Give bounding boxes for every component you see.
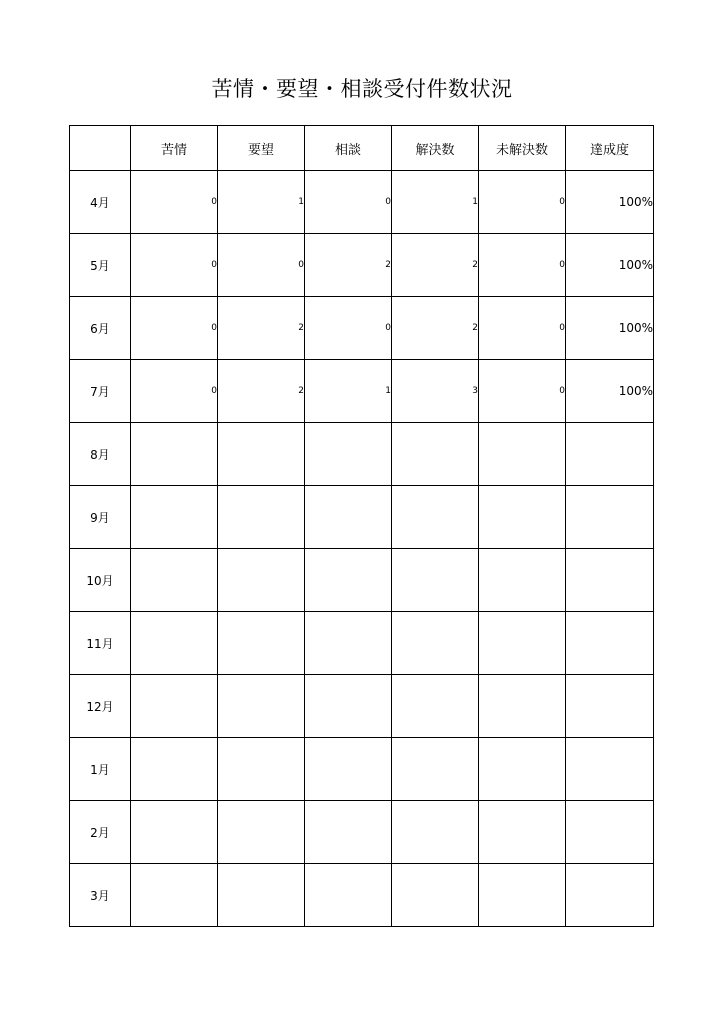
complaints-cell: 0 [131,297,218,360]
table-row [70,234,654,297]
complaints-cell [131,864,218,927]
consultations-cell [305,864,392,927]
header-row [70,126,654,171]
table-row [70,612,654,675]
achievement-cell [566,486,654,549]
complaints-cell [131,801,218,864]
month-label: 11月 [70,612,131,675]
complaints-cell [131,423,218,486]
table-row [70,549,654,612]
header-achievement: 達成度 [566,126,654,171]
achievement-cell [566,801,654,864]
requests-cell [218,549,305,612]
table-row [70,738,654,801]
month-label: 1月 [70,738,131,801]
month-label: 4月 [70,171,131,234]
header-unresolved: 未解決数 [479,126,566,171]
consultations-cell: 1 [305,360,392,423]
unresolved-cell [479,675,566,738]
table-row [70,360,654,423]
unresolved-cell: 0 [479,297,566,360]
complaints-cell [131,675,218,738]
month-label: 12月 [70,675,131,738]
complaints-cell [131,612,218,675]
unresolved-cell [479,864,566,927]
requests-cell [218,423,305,486]
resolved-cell [392,612,479,675]
requests-cell [218,801,305,864]
unresolved-cell [479,801,566,864]
table-row [70,297,654,360]
resolved-cell [392,738,479,801]
consultations-cell [305,801,392,864]
resolved-cell [392,675,479,738]
requests-cell [218,738,305,801]
page-title: 苦情・要望・相談受付件数状況 [211,77,513,101]
consultations-cell [305,486,392,549]
resolved-cell [392,423,479,486]
consultations-cell [305,612,392,675]
requests-cell: 2 [218,297,305,360]
unresolved-cell [479,612,566,675]
consultations-cell: 0 [305,171,392,234]
complaints-cell [131,738,218,801]
table-row [70,864,654,927]
complaints-cell: 0 [131,171,218,234]
unresolved-cell: 0 [479,360,566,423]
achievement-cell: 100% [566,234,654,297]
complaints-cell [131,486,218,549]
month-label: 6月 [70,297,131,360]
consultations-cell: 0 [305,297,392,360]
achievement-cell [566,864,654,927]
header-requests: 要望 [218,126,305,171]
unresolved-cell: 0 [479,171,566,234]
resolved-cell [392,486,479,549]
achievement-cell [566,738,654,801]
achievement-cell: 100% [566,297,654,360]
unresolved-cell: 0 [479,234,566,297]
consultations-cell [305,675,392,738]
consultations-cell [305,423,392,486]
table-row [70,486,654,549]
requests-cell: 0 [218,234,305,297]
header-corner [70,126,131,171]
achievement-cell: 100% [566,171,654,234]
requests-cell [218,675,305,738]
complaints-cell [131,549,218,612]
complaints-cell: 0 [131,234,218,297]
requests-cell [218,486,305,549]
month-label: 3月 [70,864,131,927]
month-label: 8月 [70,423,131,486]
achievement-cell [566,675,654,738]
month-label: 9月 [70,486,131,549]
achievement-cell: 100% [566,360,654,423]
requests-cell [218,864,305,927]
unresolved-cell [479,549,566,612]
requests-cell [218,612,305,675]
month-label: 7月 [70,360,131,423]
table-row [70,423,654,486]
month-label: 5月 [70,234,131,297]
achievement-cell [566,549,654,612]
resolved-cell: 1 [392,171,479,234]
achievement-cell [566,612,654,675]
complaints-cell: 0 [131,360,218,423]
resolved-cell: 2 [392,234,479,297]
table-row [70,801,654,864]
table-row [70,171,654,234]
month-label: 10月 [70,549,131,612]
header-complaints: 苦情 [131,126,218,171]
table-row [70,675,654,738]
resolved-cell [392,864,479,927]
consultations-cell [305,549,392,612]
header-resolved: 解決数 [392,126,479,171]
unresolved-cell [479,738,566,801]
unresolved-cell [479,423,566,486]
resolved-cell [392,549,479,612]
consultations-cell: 2 [305,234,392,297]
achievement-cell [566,423,654,486]
consultations-cell [305,738,392,801]
complaints-table [69,125,654,927]
resolved-cell: 3 [392,360,479,423]
requests-cell: 2 [218,360,305,423]
month-label: 2月 [70,801,131,864]
unresolved-cell [479,486,566,549]
requests-cell: 1 [218,171,305,234]
resolved-cell: 2 [392,297,479,360]
header-consultations: 相談 [305,126,392,171]
resolved-cell [392,801,479,864]
